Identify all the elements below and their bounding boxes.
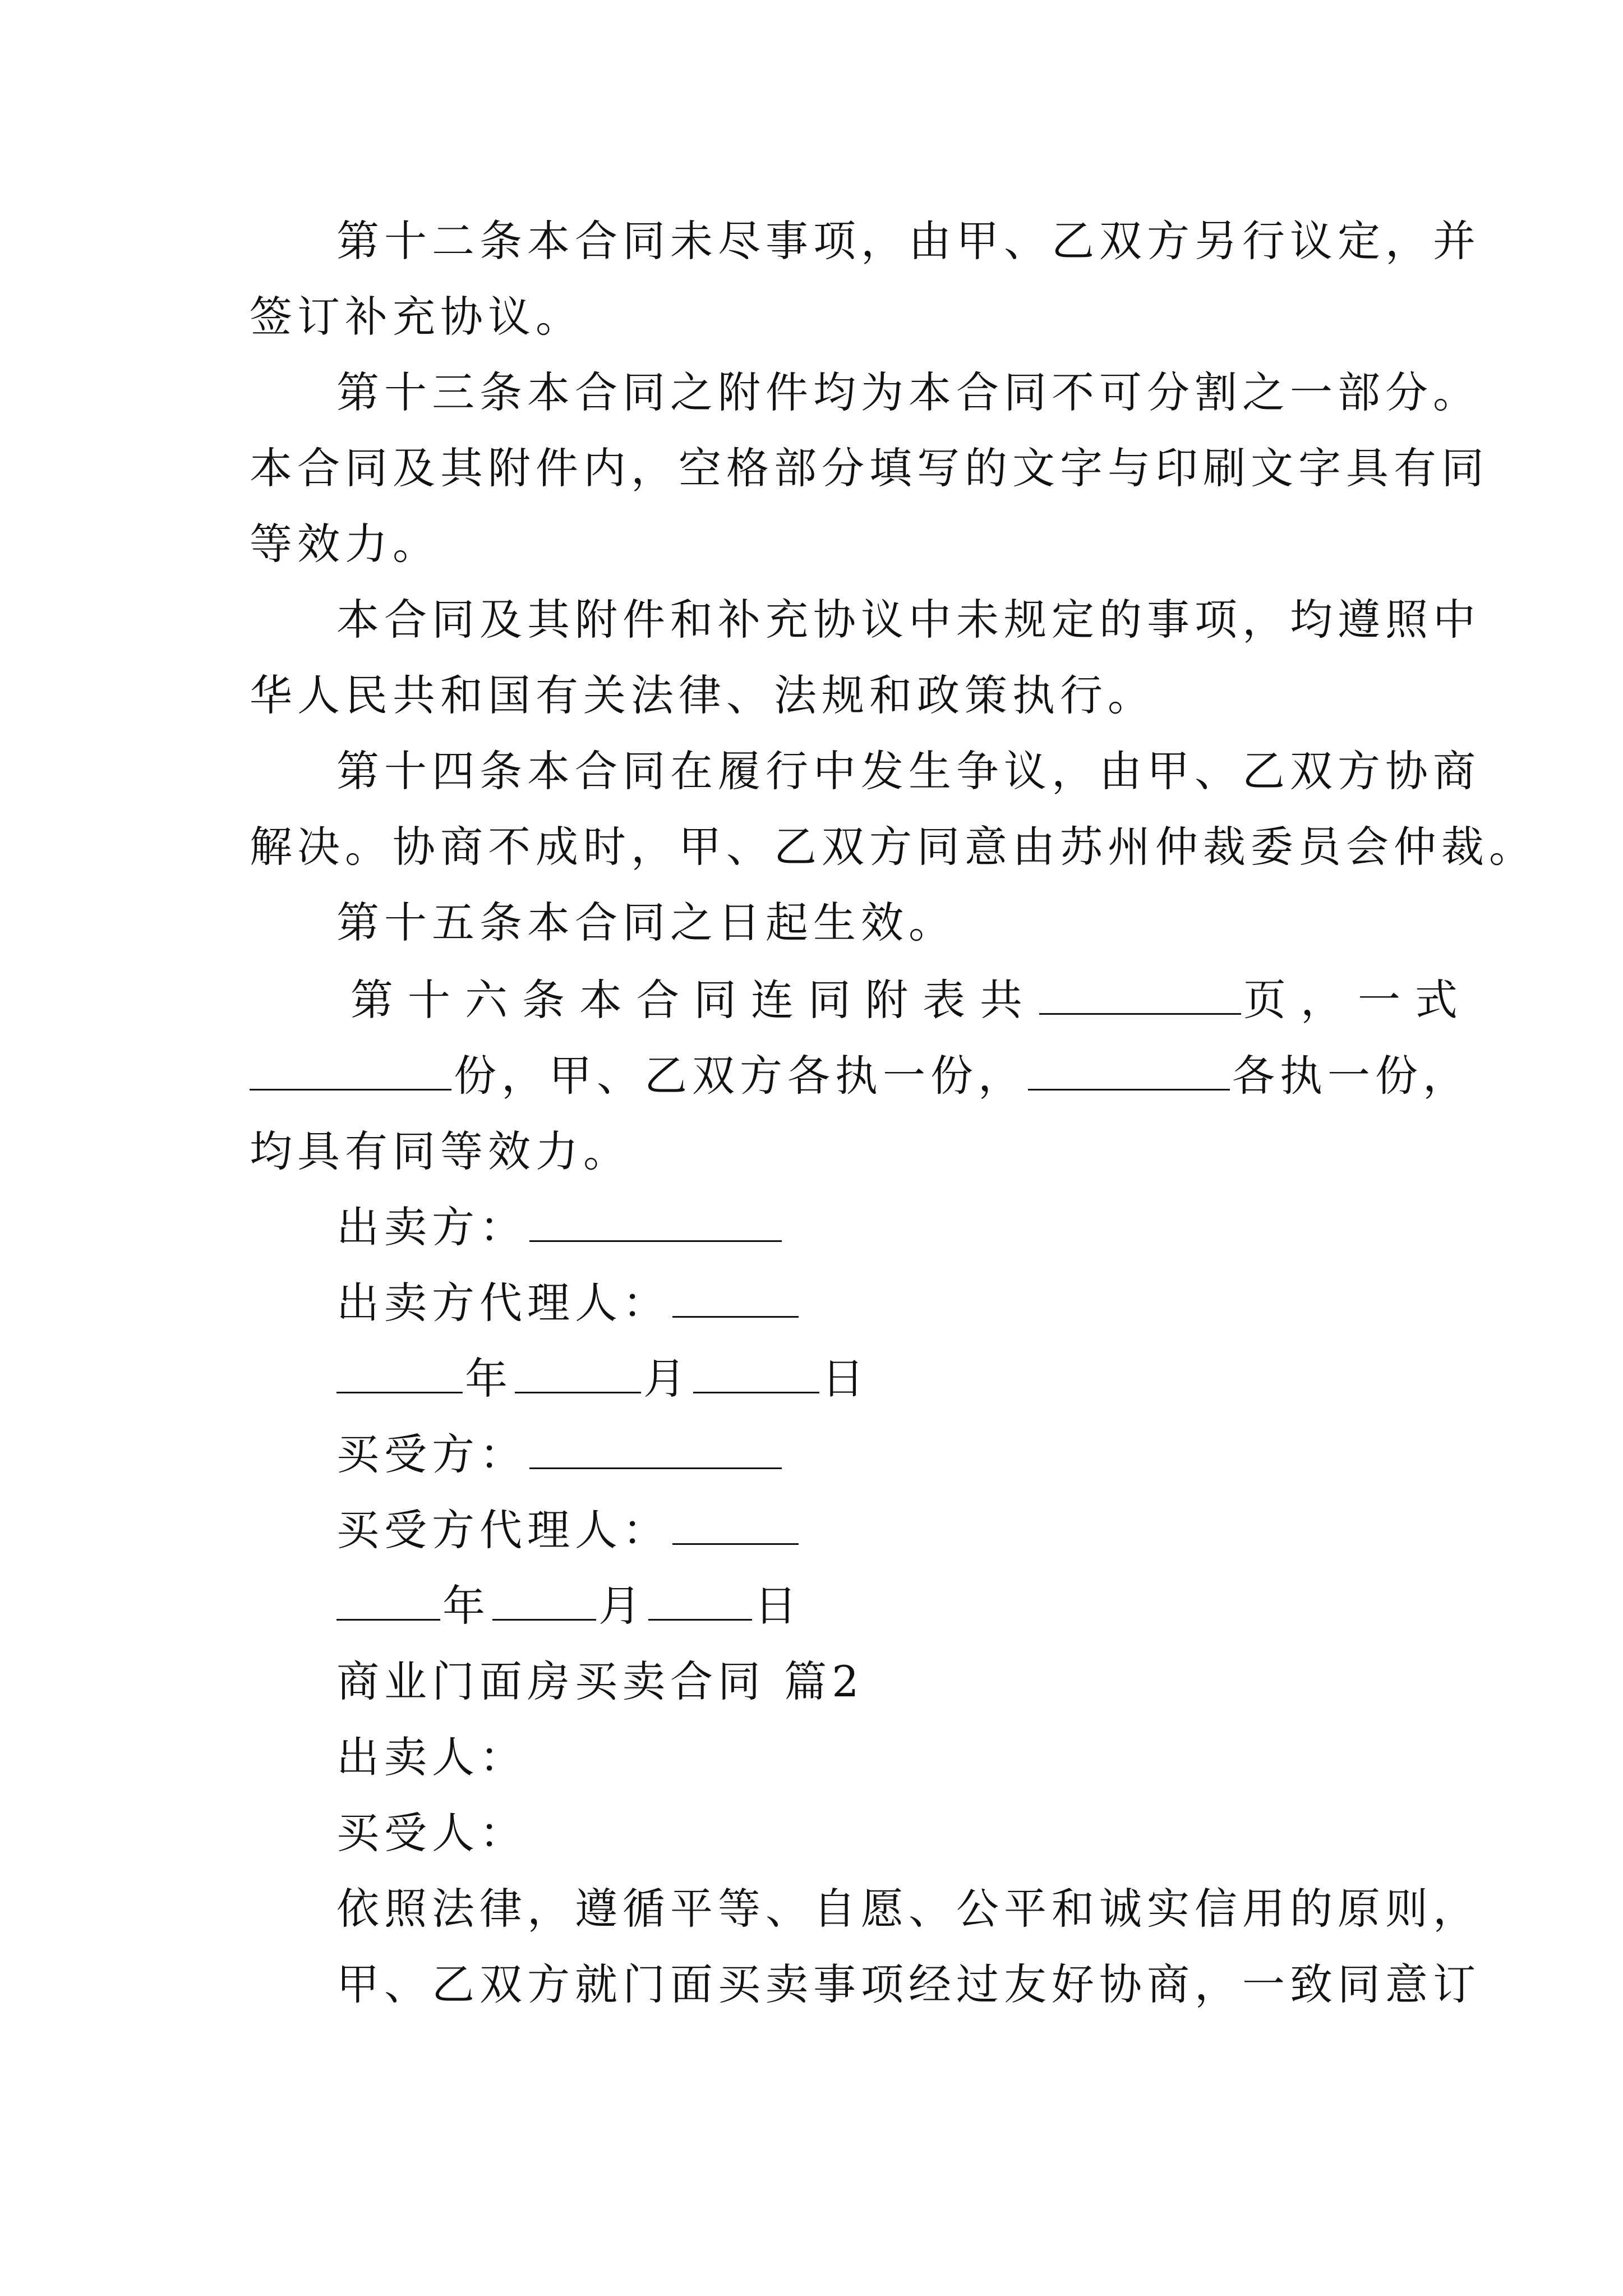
paragraph-line: 第十二条本合同未尽事项，由甲、乙双方另行议定，并 [336, 216, 1481, 266]
paragraph-line: 签订补充协议。 [250, 292, 583, 342]
paragraph-line: 甲、乙双方就门面买卖事项经过友好协商，一致同意订 [336, 1959, 1481, 2009]
paragraph-line: 解决。协商不成时，甲、乙双方同意由苏州仲裁委员会仲裁。 [250, 822, 1537, 872]
copies-blank [250, 1054, 451, 1091]
month-blank [492, 1584, 596, 1621]
seller-agent-label: 出卖方代理人： [336, 1278, 670, 1328]
seller-party: 出卖人： [336, 1732, 527, 1782]
paragraph-line: 第十五条本合同之日起生效。 [336, 898, 956, 947]
buyer-blank [529, 1433, 782, 1469]
paragraph-line: 华人民共和国有关法律、法规和政策执行。 [250, 670, 1155, 720]
buyer-agent-blank [672, 1508, 799, 1545]
year-blank [336, 1584, 440, 1621]
year-blank [336, 1357, 463, 1393]
clause16-text: 各执一份， [1232, 1051, 1470, 1101]
buyer-line [336, 1427, 1458, 1483]
clause16-text: 第十六条本合同连同附表共 [351, 975, 1037, 1025]
month-blank [515, 1357, 641, 1393]
day-blank [693, 1357, 819, 1393]
buyer-date-line [336, 1578, 1458, 1634]
seller-date-line [336, 1351, 1458, 1407]
day-label: 日 [754, 1581, 802, 1631]
paragraph-line: 等效力。 [250, 519, 440, 569]
seller-label: 出卖方： [336, 1202, 527, 1252]
buyer-label: 买受方： [336, 1429, 527, 1479]
seller-agent-line [336, 1275, 1458, 1331]
paragraph-line: 本合同及其附件和补充协议中未规定的事项，均遵照中 [336, 595, 1481, 645]
buyer-agent-label: 买受方代理人： [336, 1505, 670, 1555]
paragraph-line: 第十三条本合同之附件均为本合同不可分割之一部分。 [336, 367, 1481, 417]
month-label: 月 [598, 1581, 646, 1631]
paragraph-line: 第十四条本合同在履行中发生争议，由甲、乙双方协商 [336, 746, 1481, 796]
paragraph-line: 依照法律，遵循平等、自愿、公平和诚实信用的原则， [336, 1884, 1481, 1934]
year-label: 年 [442, 1581, 490, 1631]
holder-blank [1028, 1054, 1230, 1091]
clause16-line2 [250, 1048, 1470, 1104]
seller-blank [529, 1205, 782, 1242]
buyer-agent-line [336, 1502, 1458, 1558]
clause16-line1 [351, 972, 1472, 1028]
day-blank [648, 1584, 752, 1621]
clause16-text: 页，一式 [1243, 975, 1472, 1025]
day-label: 日 [822, 1354, 869, 1404]
year-label: 年 [465, 1354, 513, 1404]
month-label: 月 [643, 1354, 691, 1404]
section-title: 商业门面房买卖合同 篇2 [336, 1657, 864, 1706]
seller-line [336, 1199, 1458, 1255]
clause16-text: 份，甲、乙双方各执一份， [454, 1051, 1026, 1101]
pages-blank [1039, 978, 1241, 1015]
paragraph-line: 本合同及其附件内，空格部分填写的文字与印刷文字具有同 [250, 443, 1489, 493]
seller-agent-blank [672, 1281, 799, 1318]
buyer-party: 买受人： [336, 1808, 527, 1858]
clause16-line3: 均具有同等效力。 [250, 1126, 631, 1176]
